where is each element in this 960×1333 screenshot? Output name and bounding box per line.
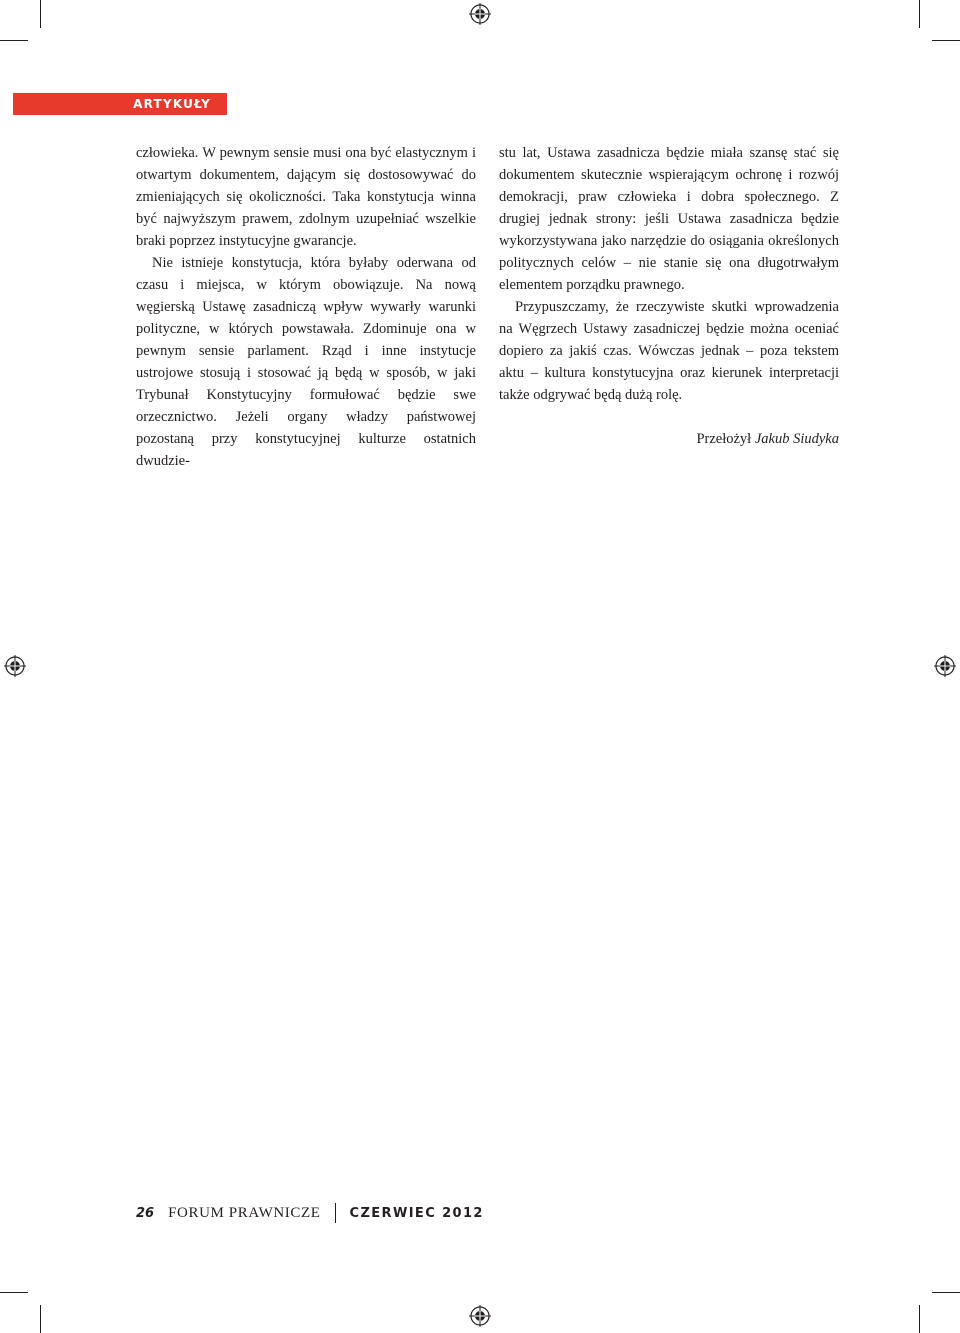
crop-mark-top-right-h: [932, 40, 960, 41]
section-label: ARTYKUŁY: [133, 97, 211, 111]
page-footer: [136, 1202, 484, 1224]
journal-title: FORUM PRAWNICZE: [168, 1204, 321, 1221]
paragraph-4: Przypuszczamy, że rzeczywiste skutki wprowadzenia na Węgrzech Ustawy zasadniczej będzie można oceniać dopiero za jakiś czas. Wówczas jednak – poza tekstem aktu – kultura konstytucyjna oraz kierunek interpretacji także odgrywać będą dużą rolę.: [499, 299, 839, 403]
footer-divider: [335, 1203, 336, 1223]
translator-credit: [499, 428, 839, 450]
registration-mark-top-icon: [469, 3, 491, 25]
registration-mark-right-icon: [934, 655, 956, 677]
crop-mark-bottom-left-h: [0, 1292, 28, 1293]
crop-mark-bottom-right: [919, 1305, 920, 1333]
crop-mark-bottom-right-h: [932, 1292, 960, 1293]
section-label-bar: [13, 93, 227, 115]
issue-date: CZERWIEC 2012: [349, 1205, 484, 1221]
translator-label: Przełożył: [696, 431, 752, 447]
page-number: 26: [136, 1205, 155, 1221]
paragraph-1: człowieka. W pewnym sensie musi ona być elastycznym i otwartym dokumentem, dającym się dostosowywać do zmieniających się okoliczności. Taka konstytucja winna być najwyższym prawem, zdolnym uzupełniać wszelkie braki poprzez instytucyjne gwarancje.: [136, 145, 476, 249]
crop-mark-bottom-left: [40, 1305, 41, 1333]
paragraph-3: stu lat, Ustawa zasadnicza będzie miała szansę stać się dokumentem skutecznie wspierającym ochronę i rozwój demokracji, praw człowieka i dobra społecznego. Z drugiej jednak strony: jeśli Ustawa zasadnicza będzie wykorzystywana jako narzędzie do osiągania określonych politycznych celów – nie stanie się ona długotrwałym elementem porządku prawnego.: [499, 145, 839, 293]
paragraph-2: Nie istnieje konstytucja, która byłaby oderwana od czasu i miejsca, w którym obowiązuje. Na nową węgierską Ustawę zasadniczą wpływ wywarły warunki polityczne, w których powstawała. Zdominuje ona w pewnym sensie parlament. Rząd i inne instytucje ustrojowe stosują i stosować ją będą w sposób, w jaki Trybunał Konstytucyjny formułować będzie swe orzecznictwo. Jeżeli organy władzy państwowej pozostaną przy konstytucyjnej kulturze ostatnich dwudzie-: [136, 255, 476, 469]
article-column-left: [136, 142, 476, 472]
registration-mark-left-icon: [4, 655, 26, 677]
crop-mark-top-left: [40, 0, 41, 28]
crop-mark-top-left-h: [0, 40, 28, 41]
registration-mark-bottom-icon: [469, 1305, 491, 1327]
crop-mark-top-right: [919, 0, 920, 28]
translator-name: Jakub Siudyka: [754, 431, 839, 447]
article-column-right: [499, 142, 839, 450]
